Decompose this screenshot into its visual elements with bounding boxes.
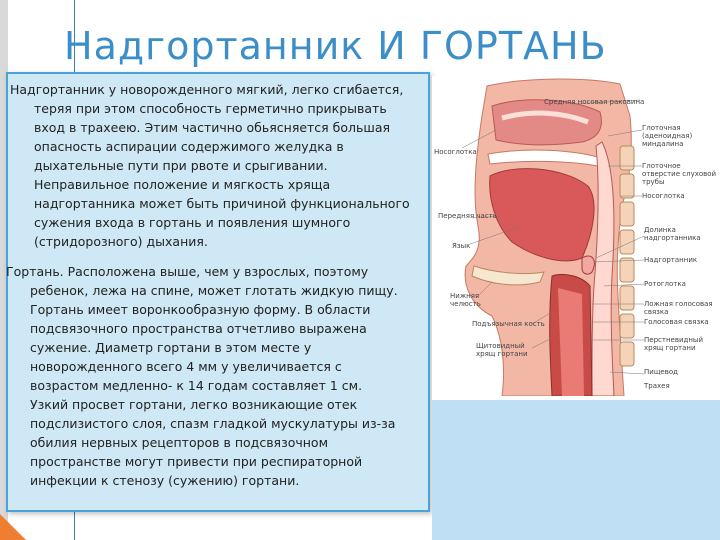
para2-line: сужение. Диаметр гортани в этом месте у [30, 340, 312, 355]
label-tongue: Язык [452, 242, 471, 250]
label-esophagus: Пищевод [644, 368, 678, 376]
para1-line: дыхательные пути при рвоте и срыгивании. [34, 158, 328, 173]
para1-line: сужения входа в гортань и появления шумного [34, 215, 351, 230]
epiglottis [582, 256, 594, 274]
para2-line: новорожденного всего 4 мм у увеличивается с [30, 359, 342, 374]
para1-line: (стридорозного) дыхания. [34, 234, 208, 249]
label-vallecula: Долинка надгортанника [644, 226, 701, 242]
para2-line: Гортань. Расположена выше, чем у взрослых, поэтому [6, 264, 369, 279]
para2-line: Гортань имеет воронкообразную форму. В области [30, 302, 371, 317]
paragraph-epiglottis [10, 80, 410, 251]
para2-line: пространстве могут привести при респираторной [30, 454, 363, 469]
spine [620, 146, 634, 366]
para1-line: Неправильное положение и мягкость хряща [34, 177, 331, 192]
para2-line: подслизистого слоя, спазм гладкой мускулатуры из-за [30, 416, 396, 431]
label-tube-opening: Глоточное отверстие слуховой трубы [642, 162, 717, 186]
label-anterior-arch: Передняя часть [438, 212, 497, 220]
label-true-cords: Голосовая связка [644, 318, 709, 326]
para1-line: теряя при этом способность герметично прикрывать [34, 101, 387, 116]
para1-line: опасность аспирации содержимого желудка в [34, 139, 344, 154]
label-oropharynx: Ротоглотка [644, 280, 686, 288]
para2-line: возрастом медленно- к 14 годам составляет 1 см. [30, 378, 363, 393]
label-trachea: Трахея [644, 382, 670, 390]
para2-line: подсвязочного пространства отчетливо выражена [30, 321, 367, 336]
orange-corner-accent [0, 514, 26, 540]
trachea [558, 288, 584, 396]
label-epiglottis: Надгортанник [644, 256, 698, 264]
label-thyroid: Щитовидный хрящ гортани [476, 342, 528, 358]
para1-line: Надгортанник у новорожденного мягкий, легко сгибается, [10, 82, 404, 97]
slide-title: Надгортанник И ГОРТАНЬ [64, 24, 607, 68]
anatomy-figure [432, 76, 720, 396]
para2-line: ребенок, лежа на спине, может глотать жидкую пищу. [30, 283, 398, 298]
label-nasal-cavity: Носоглотка [434, 148, 477, 156]
paragraph-larynx [6, 262, 398, 490]
para2-line: Узкий просвет гортани, легко возникающие отек [30, 397, 358, 412]
label-hyoid: Подъязычная кость [472, 320, 545, 328]
label-middle-concha: Средняя носовая раковина [544, 98, 645, 106]
label-tonsil: Глоточная (аденоидная) миндалина [642, 124, 693, 148]
label-lower-jaw: Нижняя челюсть [450, 292, 481, 308]
para1-line: надгортанника может быть причиной функционального [34, 196, 410, 211]
para2-line: инфекции к стенозу (сужению) гортани. [30, 473, 300, 488]
label-false-cords: Ложная голосовая связка [644, 300, 713, 316]
para2-line: обилия нервных рецепторов в подсвязочном [30, 435, 329, 450]
label-nasopharynx: Носоглотка [642, 192, 685, 200]
para1-line: вход в трахеею. Этим частично обьясняется большая [34, 120, 391, 135]
label-cricoid: Перстневидный хрящ гортани [644, 336, 703, 352]
decorative-blue-panel [432, 400, 720, 540]
